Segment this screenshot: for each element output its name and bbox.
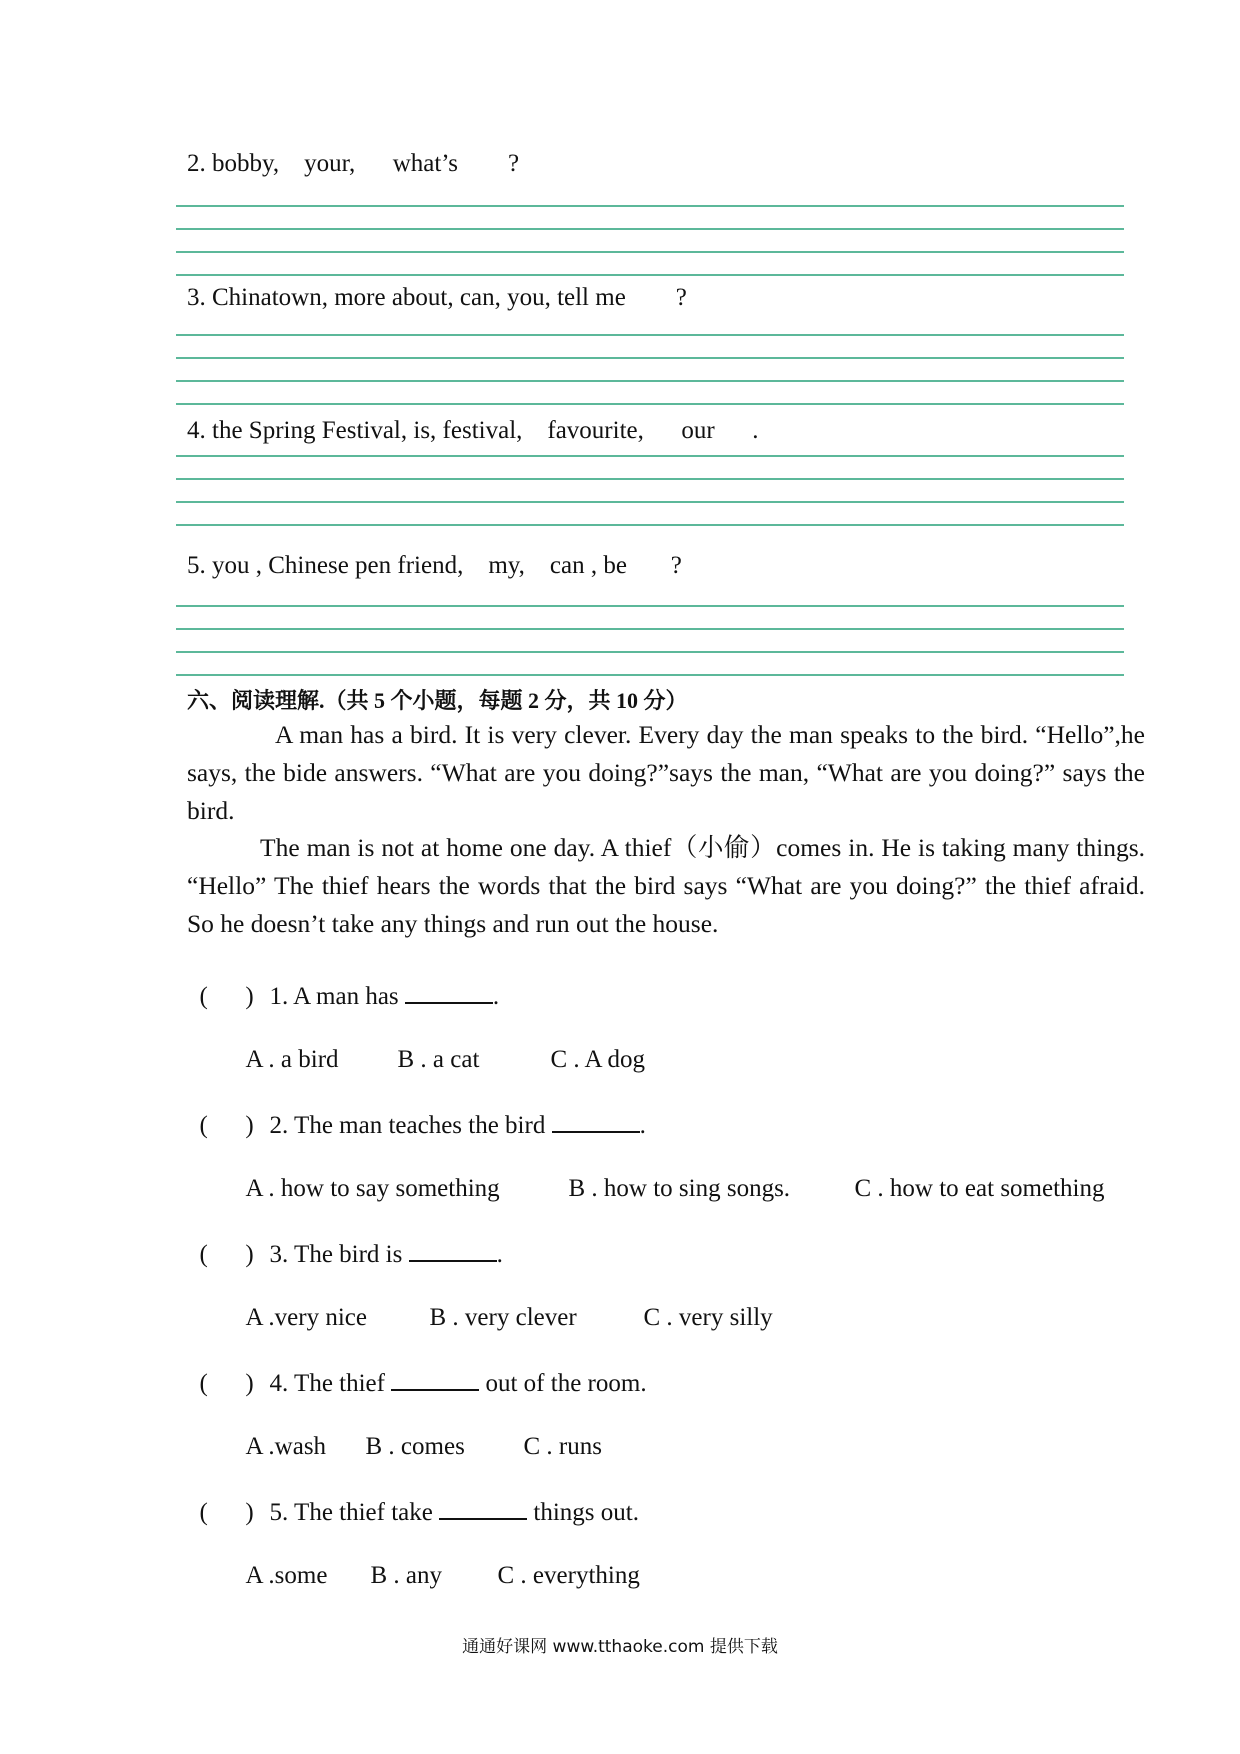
answer-bracket[interactable]: ( ) bbox=[199, 983, 254, 1010]
options-1 bbox=[233, 1018, 645, 1074]
answer-blank[interactable] bbox=[552, 1111, 640, 1133]
option-a[interactable]: A .some bbox=[245, 1562, 328, 1589]
option-a[interactable]: A .very nice bbox=[245, 1304, 367, 1331]
question-1 bbox=[187, 954, 499, 1011]
section-heading: 六、阅读理解.（共 5 个小题，每题 2 分，共 10 分） bbox=[187, 688, 688, 713]
question-text: 3. The bird is bbox=[269, 1241, 409, 1268]
option-b[interactable]: B . how to sing songs. bbox=[568, 1175, 791, 1202]
option-c[interactable]: C . everything bbox=[497, 1562, 640, 1589]
reading-paragraph-2 bbox=[187, 829, 1145, 943]
question-text-end: out of the room. bbox=[479, 1370, 647, 1397]
option-b[interactable]: B . a cat bbox=[397, 1046, 480, 1073]
option-c[interactable]: C . how to eat something bbox=[854, 1175, 1105, 1202]
page-footer: 通通好课网 www.tthaoke.com 提供下载 bbox=[462, 1637, 778, 1657]
answer-blank[interactable] bbox=[439, 1498, 527, 1520]
answer-bracket[interactable]: ( ) bbox=[199, 1370, 254, 1397]
answer-blank[interactable] bbox=[405, 982, 493, 1004]
options-5 bbox=[233, 1534, 640, 1590]
options-4 bbox=[233, 1405, 602, 1461]
question-text-end: things out. bbox=[527, 1499, 639, 1526]
question-text-end: . bbox=[492, 983, 500, 1010]
scramble-question-4: 4. the Spring Festival, is, festival, favourite, our . bbox=[187, 417, 759, 444]
answer-bracket[interactable]: ( ) bbox=[199, 1112, 254, 1139]
scramble-question-3: 3. Chinatown, more about, can, you, tell me ? bbox=[187, 284, 687, 311]
question-2 bbox=[187, 1083, 646, 1140]
options-3 bbox=[233, 1276, 773, 1332]
answer-bracket[interactable]: ( ) bbox=[199, 1499, 254, 1526]
question-text-end: . bbox=[639, 1112, 646, 1139]
scramble-question-2: 2. bobby, your, what’s ? bbox=[187, 150, 520, 177]
option-a[interactable]: A . how to say something bbox=[245, 1175, 500, 1202]
paragraph-2-text: The man is not at home one day. A thief（小偷）comes in. He is taking many things. “Hello” The thief hears the words that the bird says “What are you doing?” the thief afraid. So he doesn’t take any things and run out the house. bbox=[187, 833, 1145, 938]
option-b[interactable]: B . very clever bbox=[429, 1304, 577, 1331]
question-text: 5. The thief take bbox=[269, 1499, 440, 1526]
question-text: 4. The thief bbox=[269, 1370, 392, 1397]
option-c[interactable]: C . very silly bbox=[643, 1304, 773, 1331]
option-c[interactable]: C . runs bbox=[523, 1433, 602, 1460]
question-text: 1. A man has bbox=[269, 983, 405, 1010]
answer-blank[interactable] bbox=[409, 1240, 497, 1262]
question-3 bbox=[187, 1212, 503, 1269]
option-a[interactable]: A .wash bbox=[245, 1433, 327, 1460]
option-a[interactable]: A . a bird bbox=[245, 1046, 339, 1073]
answer-bracket[interactable]: ( ) bbox=[199, 1241, 254, 1268]
question-text: 2. The man teaches the bird bbox=[269, 1112, 552, 1139]
option-c[interactable]: C . A dog bbox=[550, 1046, 645, 1073]
reading-paragraph-1 bbox=[187, 716, 1145, 830]
options-2 bbox=[233, 1147, 1104, 1203]
option-b[interactable]: B . any bbox=[370, 1562, 443, 1589]
question-text-end: . bbox=[496, 1241, 503, 1268]
answer-blank[interactable] bbox=[391, 1369, 479, 1391]
paragraph-1-text: A man has a bird. It is very clever. Every day the man speaks to the bird. “Hello”,he says, the bide answers. “What are you doing?”says the man, “What are you doing?” says the bird. bbox=[187, 720, 1145, 825]
question-4 bbox=[187, 1341, 647, 1398]
question-5 bbox=[187, 1470, 639, 1527]
option-b[interactable]: B . comes bbox=[365, 1433, 465, 1460]
scramble-question-5: 5. you , Chinese pen friend, my, can , be ? bbox=[187, 552, 682, 579]
